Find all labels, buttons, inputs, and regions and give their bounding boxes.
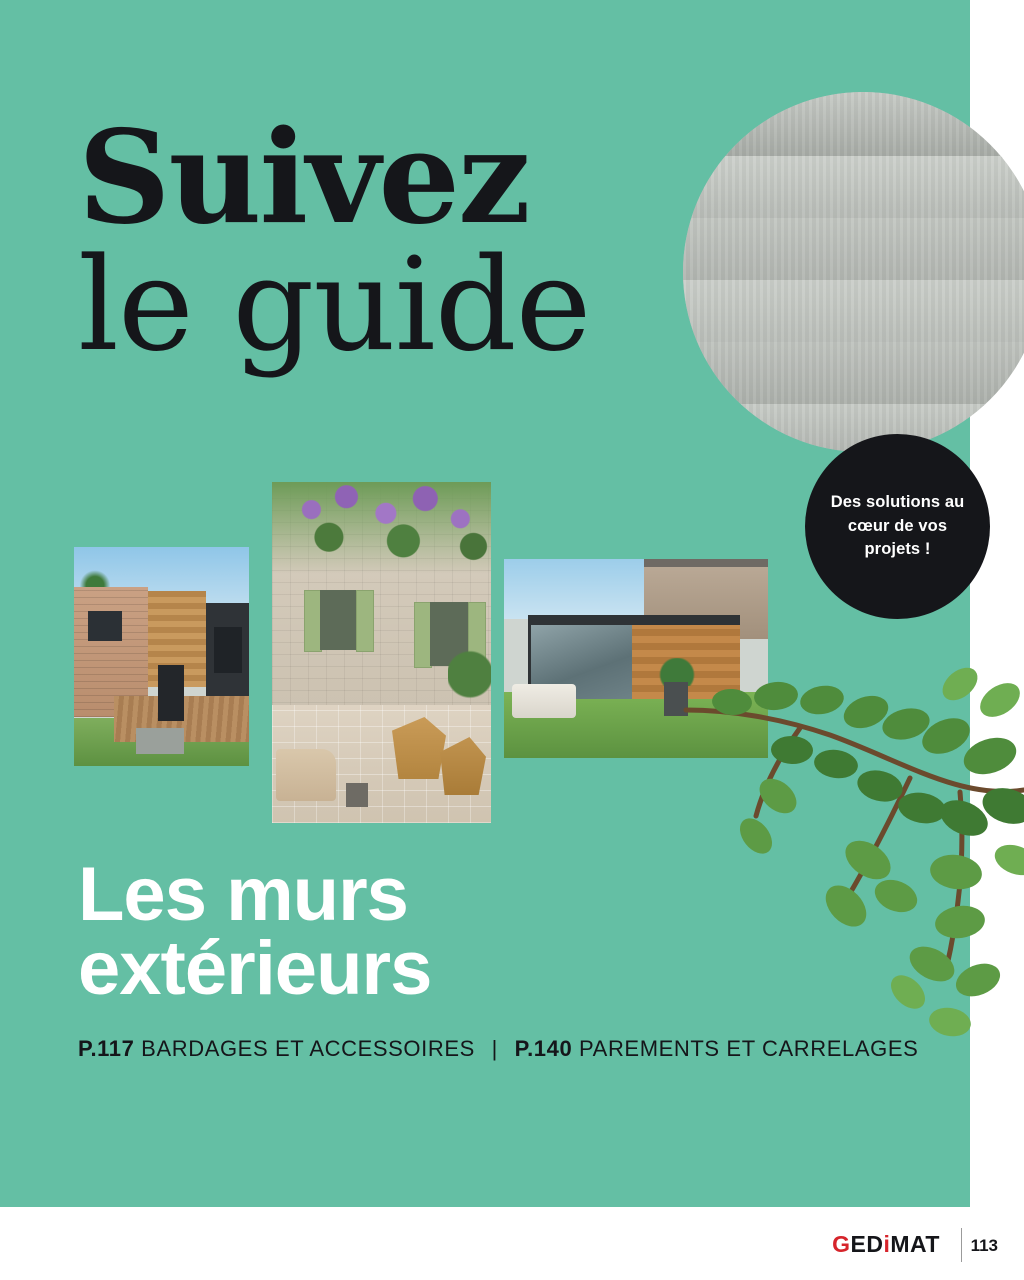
page-title xyxy=(78,103,698,380)
cladding-wood-grain-texture xyxy=(683,92,1024,452)
green-shutter xyxy=(356,590,374,652)
flower-pot xyxy=(346,783,368,807)
logo-letter-g: G xyxy=(832,1231,851,1257)
photo-maison-bardage xyxy=(74,547,249,766)
reference-2-page[interactable]: P.140 xyxy=(514,1036,573,1061)
reference-separator: | xyxy=(491,1036,498,1061)
window xyxy=(88,611,122,641)
wisteria-flowers xyxy=(272,482,491,574)
logo-letters-ed: ED xyxy=(850,1231,884,1257)
logo-letters-mat: MAT xyxy=(890,1231,940,1257)
headline-line-1: Les murs xyxy=(78,852,408,937)
reference-2-label: PAREMENTS ET CARRELAGES xyxy=(579,1036,919,1061)
reference-1-page[interactable]: P.117 xyxy=(78,1036,135,1061)
page-number: 113 xyxy=(970,1236,998,1255)
gedimat-logo xyxy=(832,1231,940,1258)
cladding-boards-circle-image xyxy=(683,92,1024,452)
planter xyxy=(136,728,184,754)
photo-extension-bois xyxy=(504,559,768,758)
window xyxy=(214,627,242,673)
page-references xyxy=(78,1036,919,1062)
promo-badge-text: Des solutions au cœur de vos projets ! xyxy=(830,492,965,559)
footer-divider xyxy=(961,1228,962,1262)
photo-maison-pierre xyxy=(272,482,491,823)
outdoor-cushion xyxy=(276,749,336,801)
promo-badge xyxy=(805,434,990,619)
planter xyxy=(664,682,688,716)
logo-letter-i: i xyxy=(883,1231,891,1257)
window xyxy=(320,590,356,650)
entrance-door xyxy=(158,665,184,721)
title-line-suivez: Suivez xyxy=(78,103,529,253)
headline-line-2: extérieurs xyxy=(78,926,432,1012)
outdoor-sofa xyxy=(512,684,576,718)
extension-roof-edge xyxy=(528,615,740,625)
title-line-le-guide: le guide xyxy=(78,230,591,380)
reference-1-label: BARDAGES ET ACCESSOIRES xyxy=(141,1036,475,1061)
section-headline xyxy=(78,852,778,1012)
